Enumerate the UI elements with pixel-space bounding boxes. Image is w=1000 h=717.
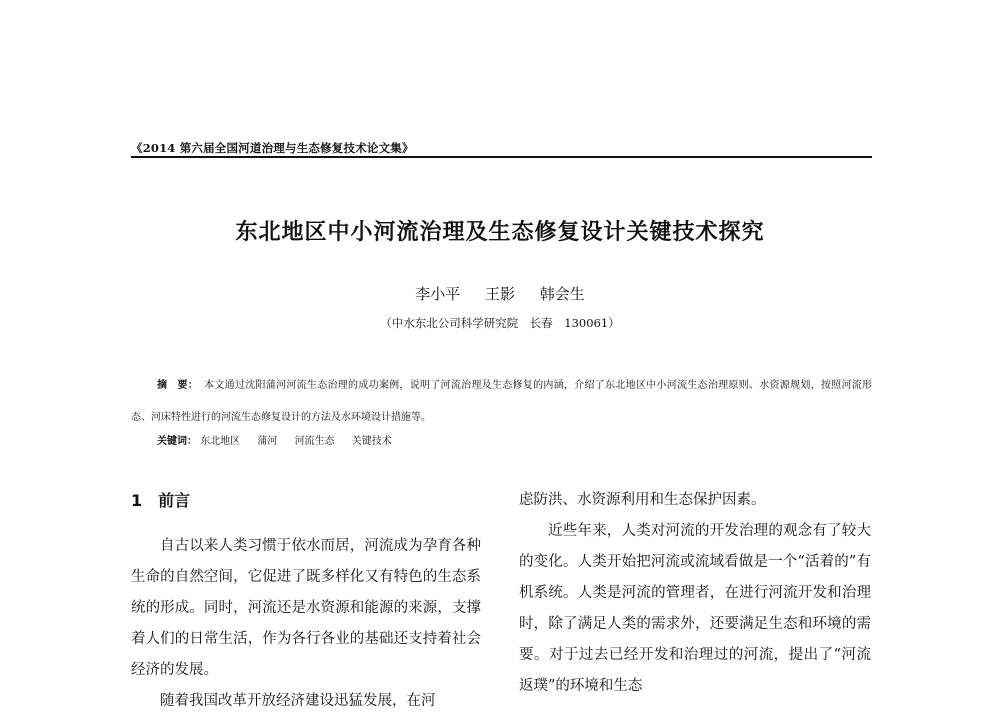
author-name: 李小平 [415, 285, 461, 303]
running-header: 《2014 第六届全国河道治理与生态修复技术论文集》 [131, 141, 414, 155]
keyword: 蒲河 [257, 436, 278, 447]
abstract [131, 370, 872, 434]
keyword: 东北地区 [200, 436, 241, 447]
keywords [157, 432, 406, 447]
body-paragraph: 虑防洪、水资源利用和生态保护因素。 [519, 492, 766, 508]
abstract-label: 摘 要： [157, 380, 199, 391]
keyword: 河流生态 [294, 436, 335, 447]
body-paragraph: 近些年来，人类对河流的开发治理的观念有了较大的变化。人类开始把河流或流域看做是一个“活着的”有机系统。人类是河流的管理者，在进行河流开发和治理时，除了满足人类的需求外，还要满足生态和环境的需要。对于过去已经开发和治理过的河流，提出了“河流返璞”的环境和生态 [519, 523, 871, 694]
section-heading [131, 488, 190, 511]
author-name: 王影 [484, 285, 515, 303]
keyword: 关键技术 [351, 436, 392, 447]
affiliation: （中水东北公司科学研究院 长春 130061） [380, 316, 620, 330]
header-rule [131, 156, 872, 158]
body-paragraph: 自古以来人类习惯于依水而居，河流成为孕育各种生命的自然空间，它促进了既多样化又有特色的生态系统的形成。同时，河流还是水资源和能源的来源，支撑着人们的日常生活，作为各行各业的基础还支持着社会经济的发展。 [131, 538, 481, 678]
paper-title: 东北地区中小河流治理及生态修复设计关键技术探究 [235, 220, 765, 245]
author-name: 韩会生 [539, 285, 585, 303]
section-number: 1 [131, 491, 143, 510]
abstract-text: 本文通过沈阳蒲河河流生态治理的成功案例，说明了河流治理及生态修复的内涵，介绍了东北地区中小河流生态治理原则、水资源规划，按照河流形态、河床特性进行的河流生态修复设计的方法及水环境设计措施等。 [131, 380, 873, 423]
body-paragraph: 随着我国改革开放经济建设迅猛发展，在河 [160, 693, 436, 709]
author-list [0, 283, 1000, 304]
keywords-label: 关键词： [157, 436, 197, 447]
section-title: 前言 [158, 491, 191, 510]
